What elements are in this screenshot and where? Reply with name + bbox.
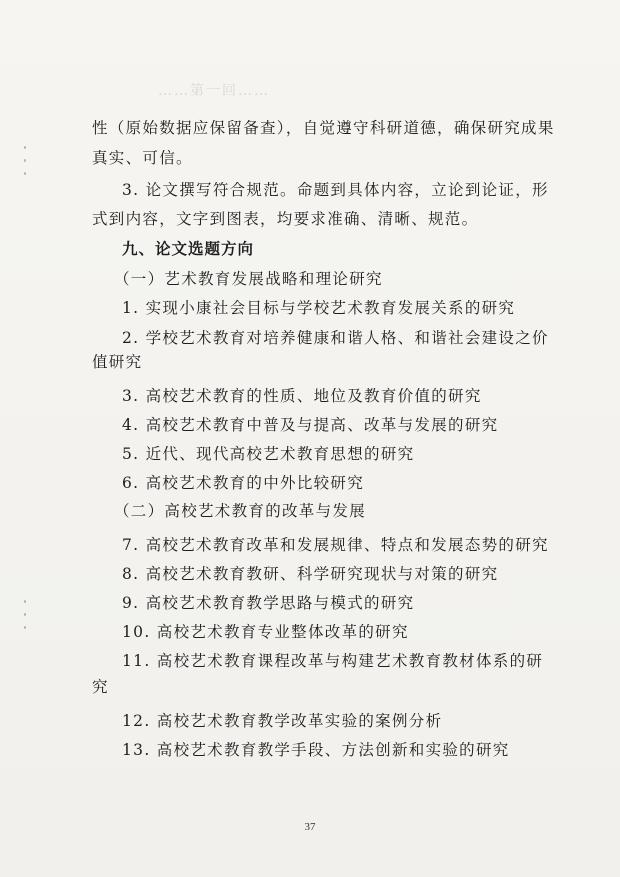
topic-item-12: 12. 高校艺术教育教学改革实验的案例分析 xyxy=(122,712,443,730)
topic-item-11-continued: 究 xyxy=(92,678,109,696)
paragraph-line-2: 真实、可信。 xyxy=(92,149,193,167)
topic-item-2: 2. 学校艺术教育对培养健康和谐人格、和谐社会建设之价 xyxy=(122,329,549,347)
binding-holes-bottom xyxy=(22,600,30,639)
binding-holes-top xyxy=(22,146,30,185)
faint-bleed-through-text: ……第一回…… xyxy=(158,83,270,99)
topic-item-13: 13. 高校艺术教育教学手段、方法创新和实验的研究 xyxy=(122,741,510,759)
topic-item-7: 7. 高校艺术教育改革和发展规律、特点和发展态势的研究 xyxy=(122,536,549,554)
page-number: 37 xyxy=(304,821,316,833)
topic-item-3: 3. 高校艺术教育的性质、地位及教育价值的研究 xyxy=(122,387,482,405)
paragraph-line-4: 式到内容，文字到图表，均要求准确、清晰、规范。 xyxy=(92,210,479,228)
topic-item-5: 5. 近代、现代高校艺术教育思想的研究 xyxy=(122,445,415,463)
topic-item-4: 4. 高校艺术教育中普及与提高、改革与发展的研究 xyxy=(122,416,499,434)
subsection-heading-2: （二）高校艺术教育的改革与发展 xyxy=(114,502,367,520)
topic-item-6: 6. 高校艺术教育的中外比较研究 xyxy=(122,474,365,492)
topic-item-8: 8. 高校艺术教育教研、科学研究现状与对策的研究 xyxy=(122,565,499,583)
topic-item-1: 1. 实现小康社会目标与学校艺术教育发展关系的研究 xyxy=(122,299,516,317)
paragraph-line-1: 性（原始数据应保留备查），自觉遵守科研道德，确保研究成果 xyxy=(92,119,555,137)
topic-item-2-continued: 值研究 xyxy=(92,353,143,371)
paragraph-line-3: 3. 论文撰写符合规范。命题到具体内容，立论到论证，形 xyxy=(122,181,549,199)
topic-item-10: 10. 高校艺术教育专业整体改革的研究 xyxy=(122,623,409,641)
topic-item-9: 9. 高校艺术教育教学思路与模式的研究 xyxy=(122,594,415,612)
topic-item-11: 11. 高校艺术教育课程改革与构建艺术教育教材体系的研 xyxy=(122,652,544,670)
section-heading: 九、论文选题方向 xyxy=(122,240,255,258)
subsection-heading-1: （一）艺术教育发展战略和理论研究 xyxy=(114,270,383,288)
